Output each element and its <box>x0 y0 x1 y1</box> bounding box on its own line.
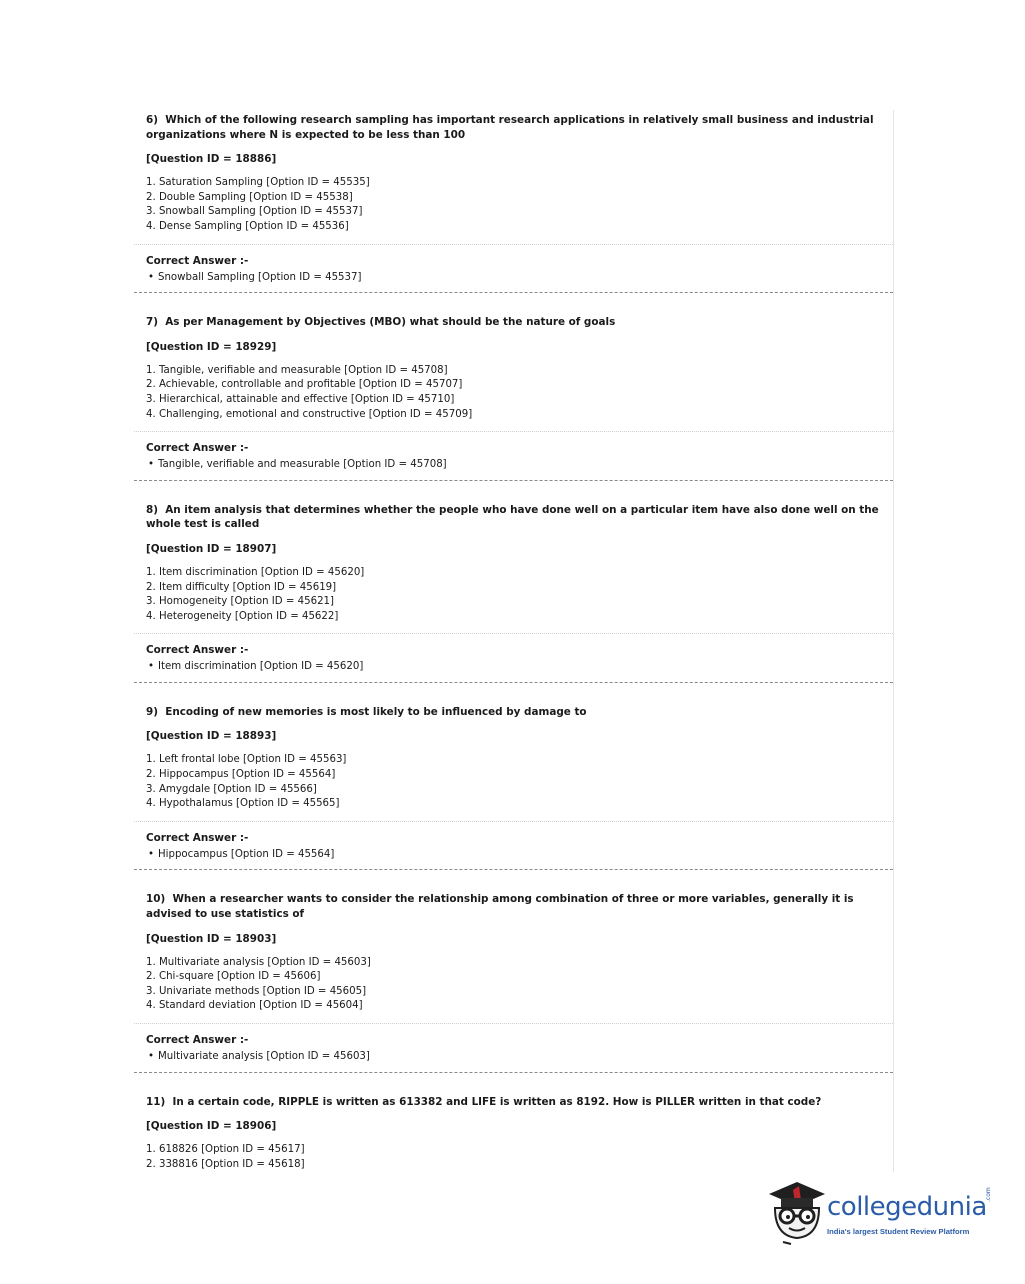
correct-answer: • Snowball Sampling [Option ID = 45537] <box>146 271 881 286</box>
option-item: 2. Double Sampling [Option ID = 45538] <box>146 191 353 203</box>
brand-tagline: India's largest Student Review Platform <box>827 1227 970 1236</box>
bullet-icon: • <box>148 848 155 860</box>
options-list <box>146 956 881 1014</box>
option-item: 4. Challenging, emotional and constructive [Option ID = 45709] <box>146 408 473 420</box>
options-list <box>146 566 881 624</box>
question-block <box>134 1095 893 1172</box>
option-item: 4. Heterogeneity [Option ID = 45622] <box>146 610 339 622</box>
bullet-icon: • <box>148 271 155 283</box>
correct-answer: • Tangible, verifiable and measurable [Option ID = 45708] <box>146 458 881 473</box>
correct-answer-box <box>134 633 893 675</box>
brand-name: collegedunia <box>827 1192 987 1222</box>
question-id: [Question ID = 18886] <box>146 153 277 166</box>
option-item: 1. Left frontal lobe [Option ID = 45563] <box>146 754 347 766</box>
correct-answer: • Item discrimination [Option ID = 45620] <box>146 660 881 675</box>
option-item: 3. Snowball Sampling [Option ID = 45537] <box>146 206 363 218</box>
option-item: 3. Amygdale [Option ID = 45566] <box>146 783 317 795</box>
question-divider <box>134 682 893 683</box>
question-divider <box>134 480 893 481</box>
question-text: 8) An item analysis that determines whether the people who have done well on a particular item have also done well on the whole test is called <box>146 503 879 531</box>
option-item: 2. 338816 [Option ID = 45618] <box>146 1158 305 1170</box>
option-item: 1. Multivariate analysis [Option ID = 45603] <box>146 956 371 968</box>
correct-answer-box <box>134 1023 893 1065</box>
correct-answer-box <box>134 821 893 863</box>
question-block <box>134 315 893 481</box>
correct-answer-label: Correct Answer :- <box>146 442 249 455</box>
collegedunia-logo <box>765 1178 995 1248</box>
question-divider <box>134 869 893 870</box>
question-id: [Question ID = 18907] <box>146 542 277 555</box>
option-item: 2. Item difficulty [Option ID = 45619] <box>146 581 337 593</box>
options-list <box>146 364 881 422</box>
option-item: 2. Achievable, controllable and profitable [Option ID = 45707] <box>146 379 463 391</box>
mascot-icon <box>765 1178 827 1248</box>
question-text: 9) Encoding of new memories is most likely to be influenced by damage to <box>146 705 587 718</box>
option-item: 3. Univariate methods [Option ID = 45605] <box>146 985 367 997</box>
question-divider <box>134 292 893 293</box>
question-text: 6) Which of the following research sampling has important research applications in relatively small business and industrial organizations where N is expected to be less than 100 <box>146 114 874 141</box>
question-block <box>134 892 893 1072</box>
correct-answer: • Multivariate analysis [Option ID = 45603] <box>146 1050 881 1065</box>
option-item: 3. Hierarchical, attainable and effective [Option ID = 45710] <box>146 393 455 405</box>
question-block <box>134 110 893 293</box>
question-id: [Question ID = 18893] <box>146 730 277 743</box>
options-list <box>146 1143 881 1172</box>
option-item: 1. Tangible, verifiable and measurable [Option ID = 45708] <box>146 364 448 376</box>
option-item: 3. Homogeneity [Option ID = 45621] <box>146 596 335 608</box>
question-id: [Question ID = 18929] <box>146 340 277 353</box>
question-text: 7) As per Management by Objectives (MBO) what should be the nature of goals <box>146 316 616 329</box>
options-list <box>146 753 881 811</box>
question-text: 10) When a researcher wants to consider the relationship among combination of three or more variables, generally it is advised to use statistics of <box>146 893 854 921</box>
option-item: 4. Hypothalamus [Option ID = 45565] <box>146 798 340 810</box>
bullet-icon: • <box>148 459 155 471</box>
correct-answer: • Hippocampus [Option ID = 45564] <box>146 848 881 863</box>
question-id: [Question ID = 18903] <box>146 932 277 945</box>
question-block <box>134 705 893 871</box>
options-list <box>146 176 881 234</box>
correct-answer-label: Correct Answer :- <box>146 831 249 844</box>
option-item: 1. 618826 [Option ID = 45617] <box>146 1144 305 1156</box>
question-sheet <box>134 110 894 1172</box>
bullet-icon: • <box>148 661 155 673</box>
question-id: [Question ID = 18906] <box>146 1120 277 1133</box>
correct-answer-box <box>134 244 893 286</box>
brand-suffix: .com <box>985 1187 992 1202</box>
question-text: 11) In a certain code, RIPPLE is written as 613382 and LIFE is written as 8192. How is PILLER written in that code? <box>146 1095 822 1108</box>
correct-answer-label: Correct Answer :- <box>146 644 249 657</box>
option-item: 2. Chi-square [Option ID = 45606] <box>146 971 321 983</box>
option-item: 1. Item discrimination [Option ID = 45620] <box>146 566 365 578</box>
option-item: 2. Hippocampus [Option ID = 45564] <box>146 769 336 781</box>
option-item: 1. Saturation Sampling [Option ID = 45535] <box>146 177 370 189</box>
option-item: 4. Standard deviation [Option ID = 45604] <box>146 1000 363 1012</box>
correct-answer-label: Correct Answer :- <box>146 1034 249 1046</box>
bullet-icon: • <box>148 1051 155 1062</box>
option-item: 4. Dense Sampling [Option ID = 45536] <box>146 220 349 232</box>
question-divider <box>134 1072 893 1073</box>
question-block <box>134 503 893 683</box>
correct-answer-box <box>134 431 893 473</box>
correct-answer-label: Correct Answer :- <box>146 254 249 267</box>
